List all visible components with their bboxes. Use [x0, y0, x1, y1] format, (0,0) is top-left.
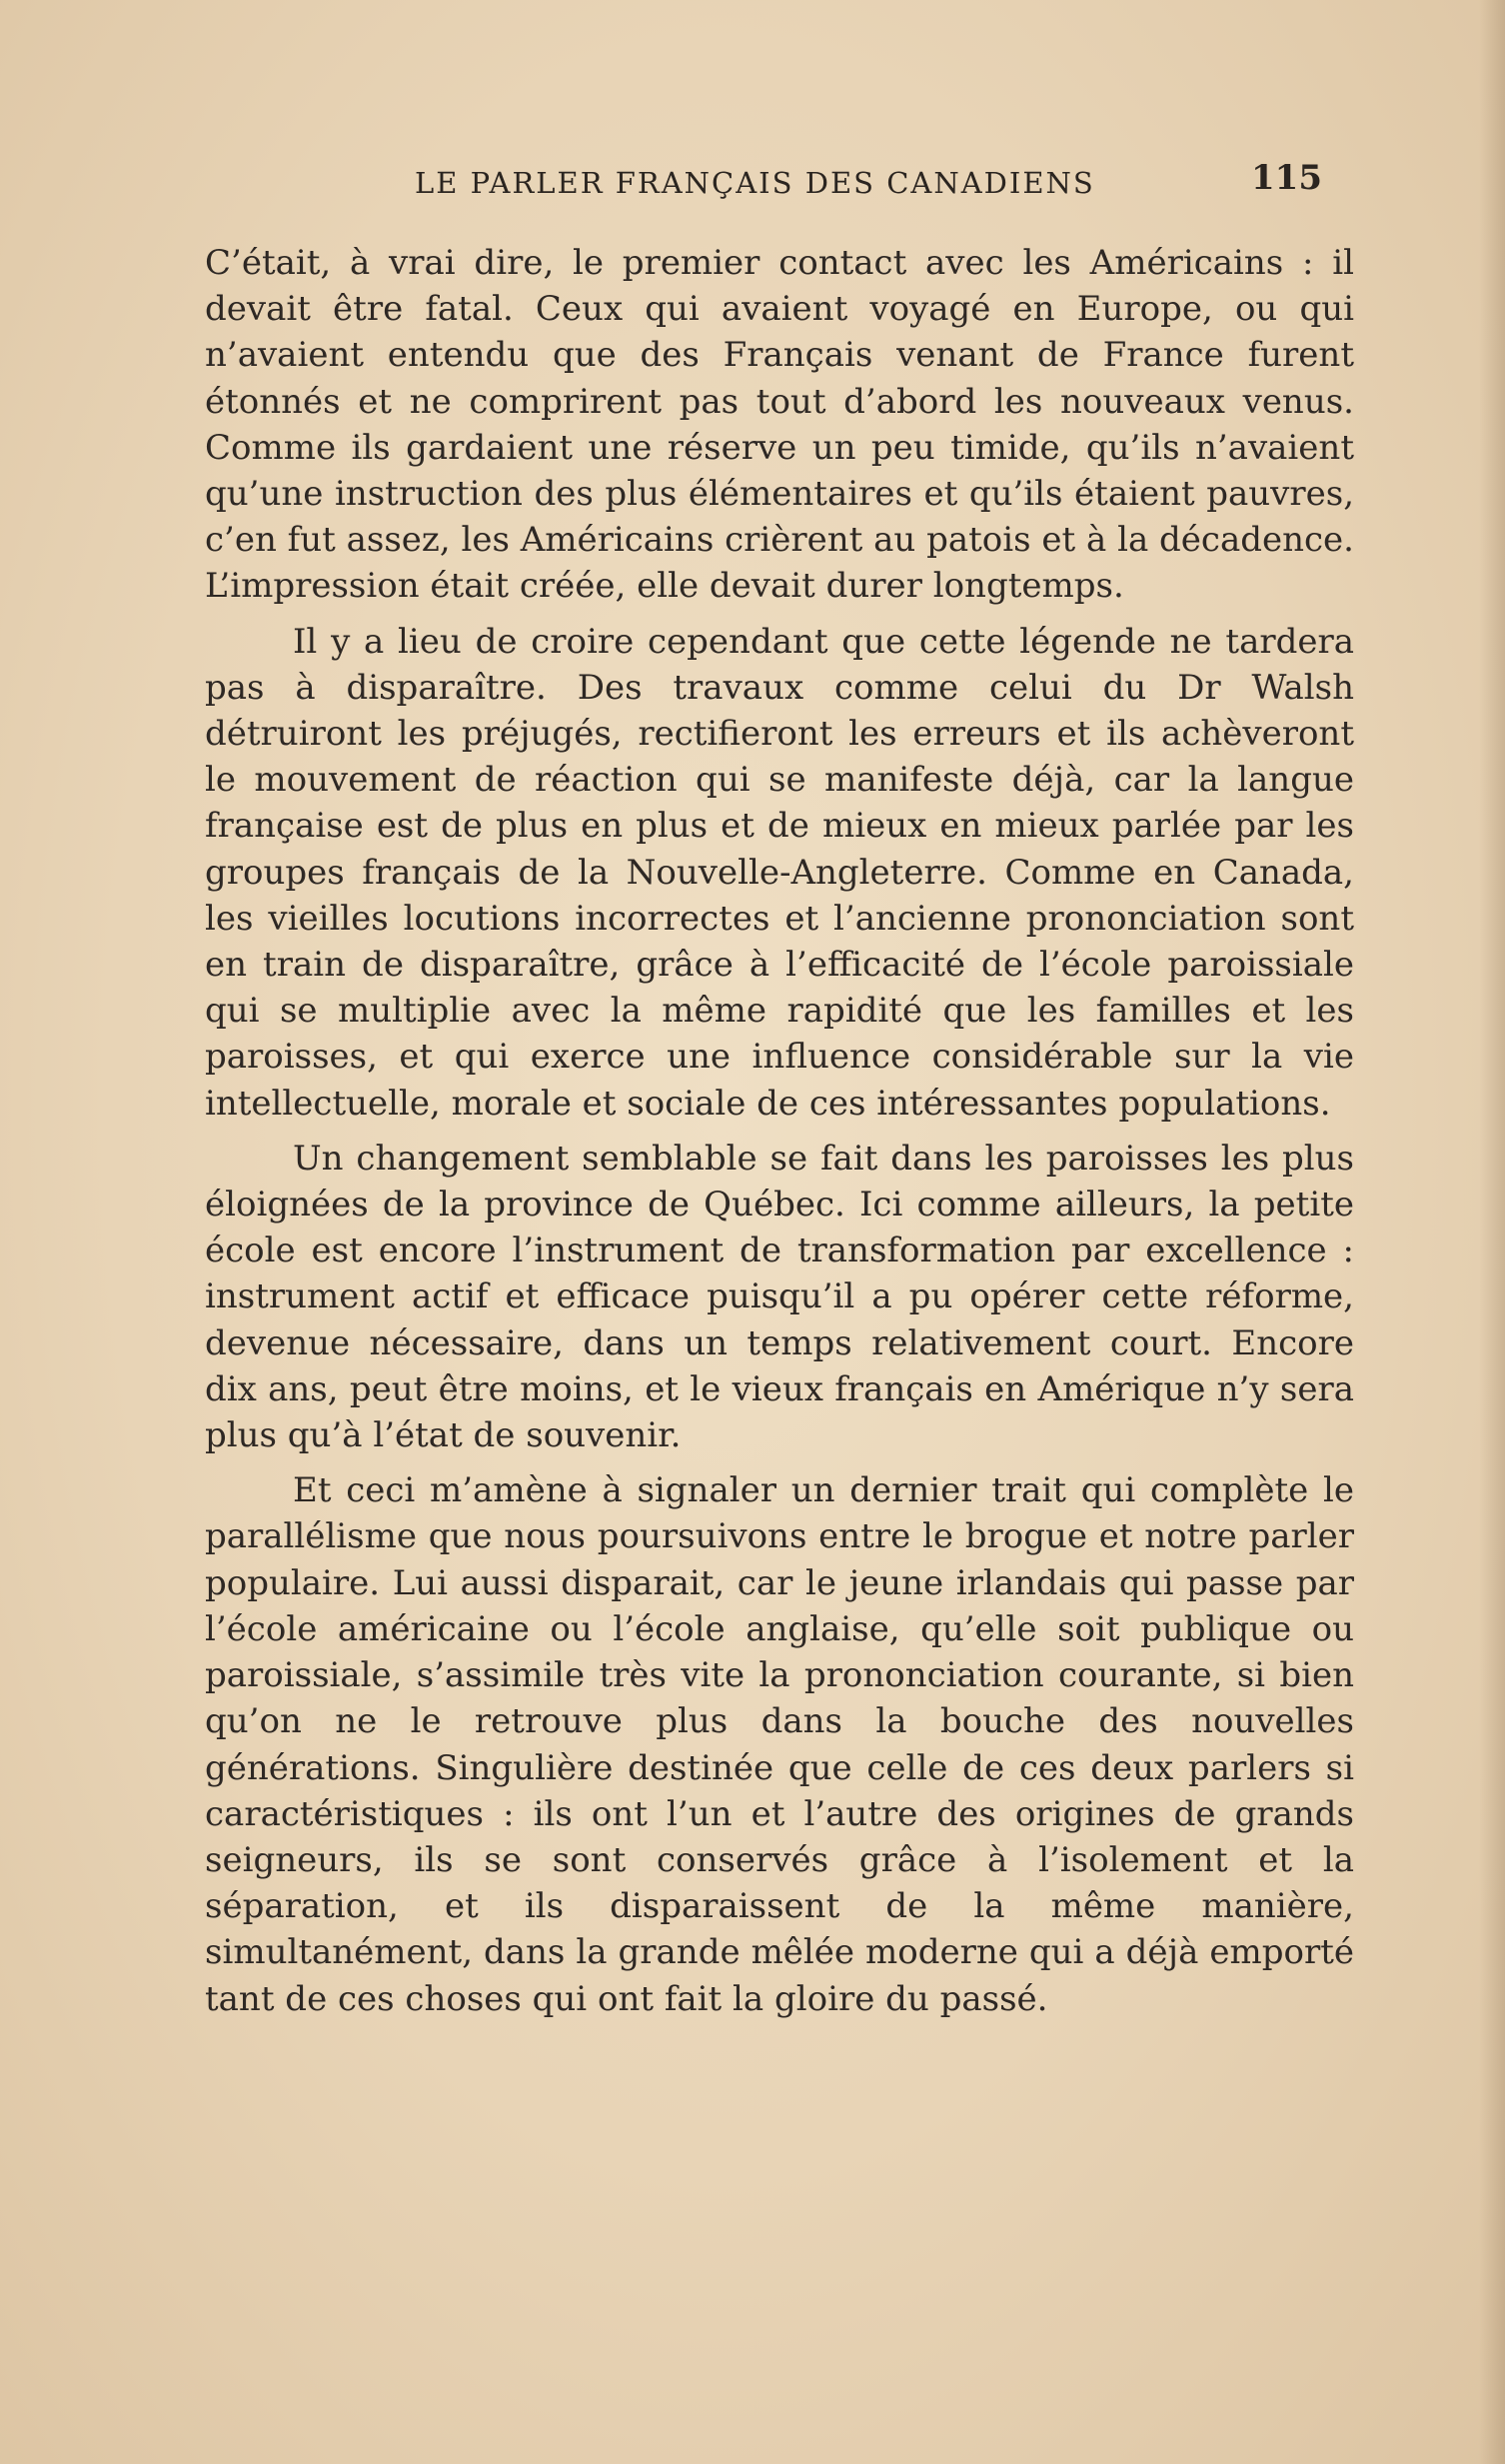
paragraph-3: Un changement semblable se fait dans les paroisses les plus éloignées de la province de Québec. Ici comme ailleurs, la petite école est encore l’instrument de transformation par excellence : instrument actif et efficace puisqu’il a pu opérer cette réforme, devenue nécessaire, dans un temps relativement court. Encore dix ans, peut être moins, et le vieux français en Amérique n’y sera plus qu’à l’état de souvenir.	[205, 1138, 1354, 1456]
page-header	[205, 158, 1322, 208]
paragraph-4: Et ceci m’amène à signaler un dernier trait qui complète le parallélisme que nous poursuivons entre le brogue et notre parler populaire. Lui aussi disparait, car le jeune irlandais qui passe par l’école américaine ou l’école anglaise, qu’elle soit publique ou paroissiale, s’assimile très vite la prononciation courante, si bien qu’on ne le retrouve plus dans la bouche des nouvelles générations. Singulière destinée que celle de ces deux parlers si caractéristiques : ils ont l’un et l’autre des origines de grands seigneurs, ils se sont conservés grâce à l’isolement et la séparation, et ils disparaissent de la même manière, simultanément, dans la grande mêlée moderne qui a déjà emporté tant de ces choses qui ont fait la gloire du passé.	[205, 1470, 1354, 2019]
body-text	[205, 240, 1354, 2031]
paragraph-1: C’était, à vrai dire, le premier contact avec les Américains : il devait être fatal. Ceux qui avaient voyagé en Europe, ou qui n’avaient entendu que des Français venant de France furent étonnés et ne comprirent pas tout d’abord les nouveaux venus. Comme ils gardaient une réserve un peu timide, qu’ils n’avaient qu’une instruction des plus élémentaires et qu’ils étaient pauvres, c’en fut assez, les Américains crièrent au patois et à la décadence. L’impression était créée, elle devait durer longtemps.	[205, 243, 1354, 607]
paragraph-2: Il y a lieu de croire cependant que cette légende ne tardera pas à disparaître. Des travaux comme celui du Dr Walsh détruiront les préjugés, rectifieront les erreurs et ils achèveront le mouvement de réaction qui se manifeste déjà, car la langue française est de plus en plus et de mieux en mieux parlée par les groupes français de la Nouvelle-Angleterre. Comme en Canada, les vieilles locutions incorrectes et l’ancienne prononciation sont en train de disparaître, grâce à l’efficacité de l’école paroissiale qui se multiplie avec la même rapidité que les familles et les paroisses, et qui exerce une influence considérable sur la vie intellectuelle, morale et sociale de ces intéressantes populations.	[205, 621, 1354, 1124]
running-title: LE PARLER FRANÇAIS DES CANADIENS	[415, 166, 1095, 200]
page-number: 115	[1251, 158, 1322, 198]
